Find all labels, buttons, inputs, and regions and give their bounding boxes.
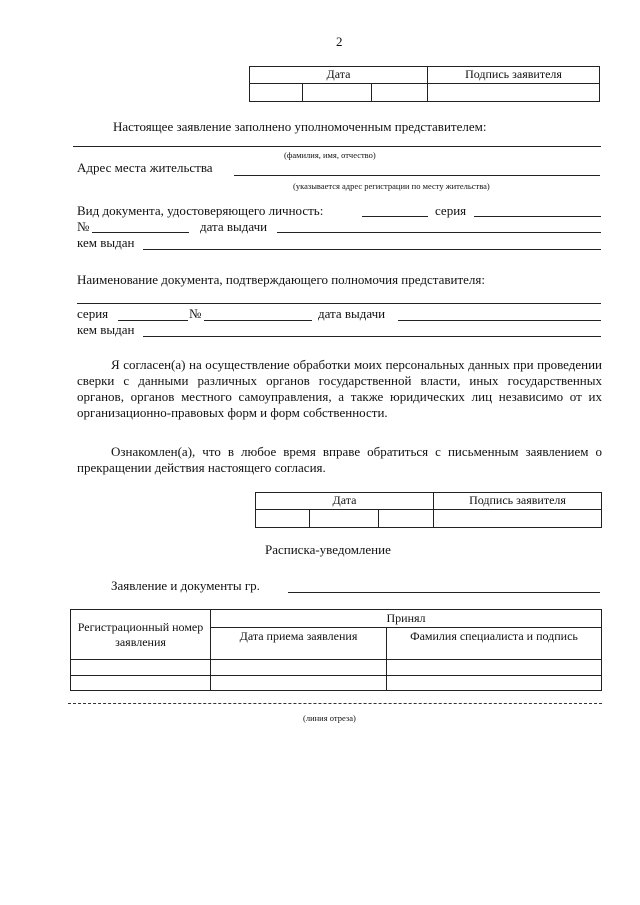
address-line[interactable] — [234, 175, 600, 176]
authority-doc-line[interactable] — [77, 303, 601, 304]
fio-line[interactable] — [73, 146, 601, 147]
bottom-signature-cell[interactable] — [434, 510, 602, 528]
acknowledgement-paragraph: Ознакомлен(а), что в любое время вправе обратиться с письменным заявлением о прекращении действия настоящего согласия. — [77, 444, 602, 475]
docs-from-line[interactable] — [288, 592, 600, 593]
cut-line-label: (линия отреза) — [303, 713, 356, 723]
bottom-sign-table — [255, 492, 602, 528]
authority-number-line[interactable] — [204, 320, 312, 321]
signature-cell[interactable] — [428, 84, 600, 102]
bottom-date-header: Дата — [256, 493, 434, 510]
date-day-cell[interactable] — [250, 84, 303, 102]
authority-number-sign: № — [189, 306, 202, 321]
fio-hint: (фамилия, имя, отчество) — [284, 150, 376, 160]
bottom-date-day-cell[interactable] — [256, 510, 310, 528]
date-year-cell[interactable] — [372, 84, 428, 102]
authority-series-line[interactable] — [118, 320, 188, 321]
series-line[interactable] — [474, 216, 601, 217]
reg-number-header: Регистрационный номер заявления — [71, 610, 211, 660]
number-sign: № — [77, 219, 90, 234]
date-received-cell-2[interactable] — [211, 676, 387, 691]
bottom-signature-header: Подпись заявителя — [434, 493, 602, 510]
issue-date-line[interactable] — [277, 232, 601, 233]
receipt-table — [70, 609, 602, 691]
receipt-title: Расписка-уведомление — [265, 542, 391, 557]
specialist-cell-2[interactable] — [387, 676, 602, 691]
date-header: Дата — [250, 67, 428, 84]
accepted-header: Принял — [211, 610, 602, 628]
date-month-cell[interactable] — [303, 84, 372, 102]
address-hint: (указывается адрес регистрации по месту жительства) — [293, 181, 490, 191]
authority-issued-by-label: кем выдан — [77, 322, 135, 337]
signature-header: Подпись заявителя — [428, 67, 600, 84]
date-received-cell[interactable] — [211, 660, 387, 676]
docs-from-label: Заявление и документы гр. — [111, 578, 260, 593]
id-doc-type-line[interactable] — [362, 216, 428, 217]
page-number: 2 — [336, 34, 343, 49]
top-sign-table — [249, 66, 600, 102]
authority-doc-label: Наименование документа, подтверждающего полномочия представителя: — [77, 272, 485, 287]
authority-issue-date-line[interactable] — [398, 320, 601, 321]
issued-by-line[interactable] — [143, 249, 601, 250]
issued-by-label: кем выдан — [77, 235, 135, 250]
reg-number-cell-2[interactable] — [71, 676, 211, 691]
address-label: Адрес места жительства — [77, 160, 213, 175]
id-doc-label: Вид документа, удостоверяющего личность: — [77, 203, 324, 218]
consent-paragraph: Я согласен(а) на осуществление обработки моих персональных данных при проведении сверки с данными различных органов государственной власти, иных государственных органов, органов местного самоуправления, а также юридических лиц независимо от их организационно-правовых форм и форм собственности. — [77, 357, 602, 420]
specialist-cell[interactable] — [387, 660, 602, 676]
reg-number-cell[interactable] — [71, 660, 211, 676]
date-received-header: Дата приема заявления — [211, 628, 387, 660]
bottom-date-month-cell[interactable] — [310, 510, 379, 528]
cut-line — [68, 703, 602, 704]
representative-sentence: Настоящее заявление заполнено уполномоченным представителем: — [113, 119, 487, 134]
issue-date-label: дата выдачи — [200, 219, 268, 234]
authority-series-label: серия — [77, 306, 109, 321]
authority-issue-date-label: дата выдачи — [318, 306, 386, 321]
number-line[interactable] — [92, 232, 189, 233]
authority-issued-by-line[interactable] — [143, 336, 601, 337]
bottom-date-year-cell[interactable] — [379, 510, 434, 528]
specialist-header: Фамилия специалиста и подпись — [387, 628, 602, 660]
series-label: серия — [435, 203, 467, 218]
